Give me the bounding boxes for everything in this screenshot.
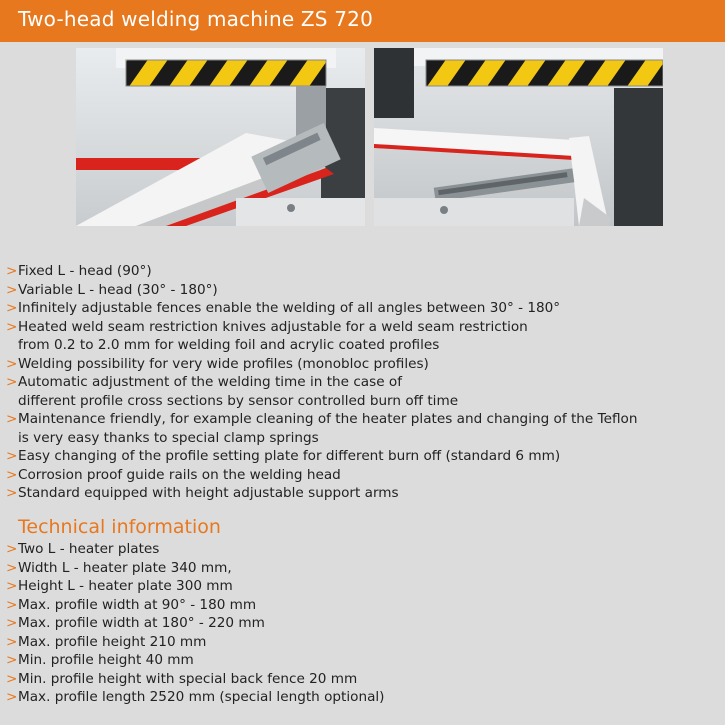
feature-text: from 0.2 to 2.0 mm for welding foil and acrylic coated profiles	[18, 337, 440, 353]
bullet-arrow-icon: >	[6, 411, 18, 427]
feature-text: Welding possibility for very wide profiles (monobloc profiles)	[18, 355, 429, 372]
bullet-arrow-icon: >	[6, 541, 18, 557]
feature-item	[6, 373, 637, 392]
feature-text: Easy changing of the profile setting plate for different burn off (standard 6 mm)	[18, 448, 561, 464]
technical-text: Max. profile length 2520 mm (special length optional)	[18, 689, 385, 705]
bullet-arrow-icon: >	[6, 615, 18, 631]
technical-text: Max. profile width at 180° - 220 mm	[18, 615, 265, 631]
bullet-arrow-icon: >	[6, 652, 18, 668]
bullet-arrow-icon: >	[6, 300, 18, 316]
feature-item-continuation	[6, 336, 637, 355]
technical-information-list	[6, 540, 384, 707]
bullet-arrow-icon: >	[6, 485, 18, 501]
bullet-arrow-icon: >	[6, 263, 18, 279]
technical-item	[6, 559, 384, 578]
bullet-arrow-icon: >	[6, 670, 18, 687]
feature-text: Corrosion proof guide rails on the welding head	[18, 466, 341, 483]
feature-text: Infinitely adjustable fences enable the welding of all angles between 30° - 180°	[18, 300, 561, 316]
feature-item	[6, 447, 637, 466]
feature-item	[6, 355, 637, 374]
machine-photo-right	[374, 48, 663, 226]
feature-item	[6, 466, 637, 485]
bullet-arrow-icon: >	[6, 578, 18, 594]
feature-item	[6, 299, 637, 318]
technical-item	[6, 651, 384, 670]
feature-text: Standard equipped with height adjustable support arms	[18, 485, 399, 501]
feature-text: Heated weld seam restriction knives adjustable for a weld seam restriction	[18, 318, 528, 335]
feature-text: Automatic adjustment of the welding time in the case of	[18, 374, 403, 390]
bullet-arrow-icon: >	[6, 374, 18, 390]
bullet-arrow-icon: >	[6, 633, 18, 650]
technical-text: Two L - heater plates	[18, 541, 160, 557]
bullet-arrow-icon: >	[6, 466, 18, 483]
feature-text: different profile cross sections by sensor controlled burn off time	[18, 392, 459, 409]
technical-information-heading: Technical information	[18, 516, 221, 538]
header-bar	[0, 0, 725, 42]
feature-item-continuation	[6, 429, 637, 448]
technical-text: Min. profile height with special back fence 20 mm	[18, 670, 358, 687]
feature-text: is very easy thanks to special clamp springs	[18, 429, 319, 446]
technical-item	[6, 688, 384, 707]
bullet-arrow-icon: >	[6, 448, 18, 464]
bullet-arrow-icon: >	[6, 281, 18, 298]
technical-text: Max. profile width at 90° - 180 mm	[18, 596, 257, 613]
technical-item	[6, 596, 384, 615]
technical-item	[6, 540, 384, 559]
feature-text: Fixed L - head (90°)	[18, 263, 152, 279]
technical-item	[6, 633, 384, 652]
technical-text: Max. profile height 210 mm	[18, 633, 207, 650]
feature-item	[6, 484, 637, 503]
bullet-arrow-icon: >	[6, 559, 18, 576]
feature-item	[6, 262, 637, 281]
feature-item-continuation	[6, 392, 637, 411]
feature-text: Maintenance friendly, for example cleaning of the heater plates and changing of the Teflon	[18, 411, 638, 427]
page-title: Two-head welding machine ZS 720	[18, 7, 374, 31]
bullet-arrow-icon: >	[6, 355, 18, 372]
bullet-arrow-icon: >	[6, 318, 18, 335]
bullet-arrow-icon: >	[6, 689, 18, 705]
feature-item	[6, 318, 637, 337]
technical-text: Width L - heater plate 340 mm,	[18, 559, 232, 576]
feature-item	[6, 410, 637, 429]
technical-text: Min. profile height 40 mm	[18, 652, 194, 668]
feature-list	[6, 262, 637, 503]
technical-item	[6, 670, 384, 689]
feature-text: Variable L - head (30° - 180°)	[18, 281, 218, 298]
feature-item	[6, 281, 637, 300]
bullet-arrow-icon: >	[6, 596, 18, 613]
technical-item	[6, 577, 384, 596]
technical-item	[6, 614, 384, 633]
machine-photo-left	[76, 48, 365, 226]
technical-text: Height L - heater plate 300 mm	[18, 578, 233, 594]
